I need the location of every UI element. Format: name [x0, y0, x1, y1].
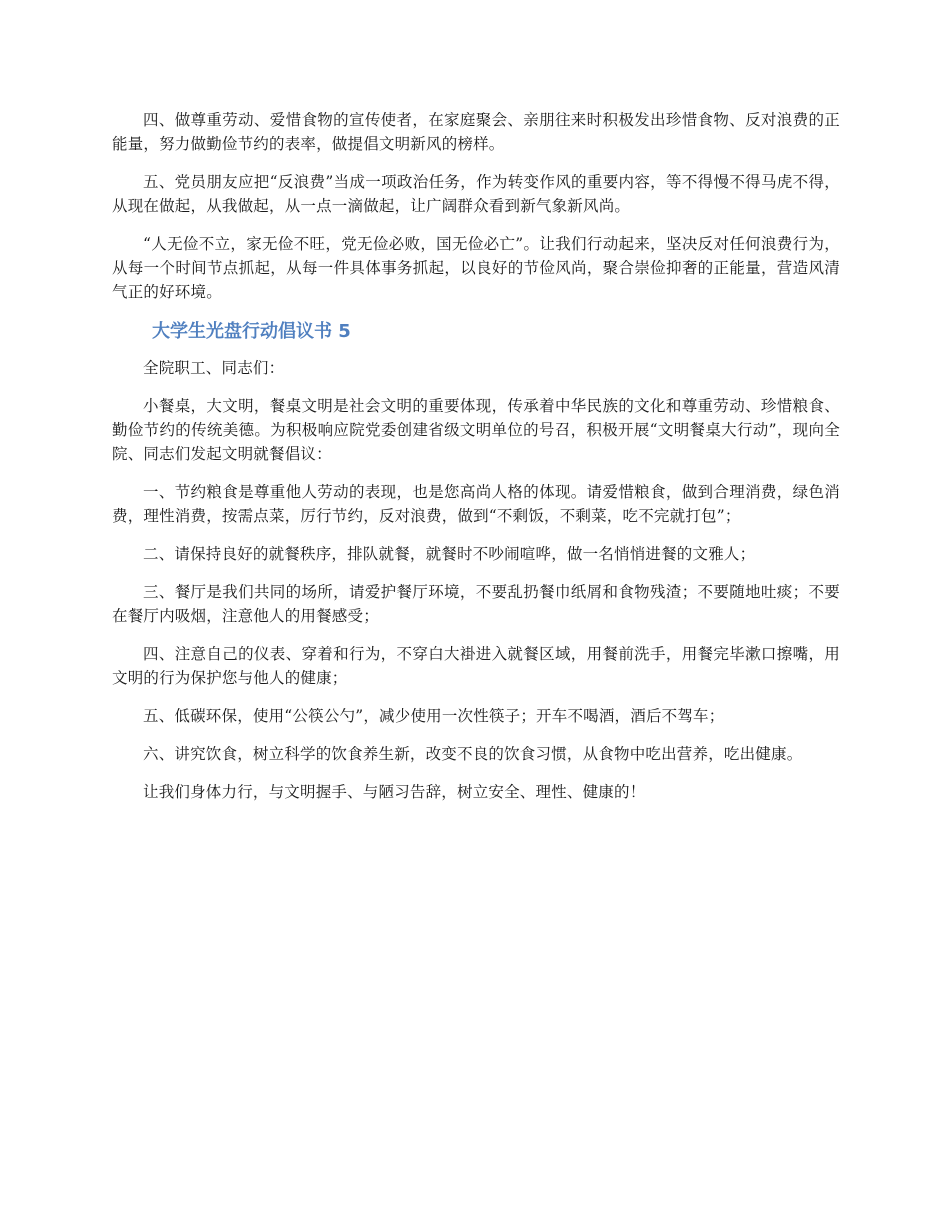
paragraph: 五、低碳环保，使用“公筷公勺”，减少使用一次性筷子；开车不喝酒，酒后不驾车；: [143, 707, 725, 725]
closing-paragraph: 让我们身体力行，与文明握手、与陋习告辞，树立安全、理性、健康的！: [143, 783, 646, 801]
paragraph: 四、注意自己的仪表、穿着和行为，不穿白大褂进入就餐区域，用餐前洗手，用餐完毕漱口擦嘴，用文明的行为保护您与他人的健康；: [112, 645, 840, 687]
paragraph: 三、餐厅是我们共同的场所，请爱护餐厅环境，不要乱扔餐巾纸屑和食物残渣；不要随地吐痰；不要在餐厅内吸烟，注意他人的用餐感受；: [112, 583, 840, 625]
paragraph: 小餐桌，大文明，餐桌文明是社会文明的重要体现，传承着中华民族的文化和尊重劳动、珍惜粮食、勤俭节约的传统美德。为积极响应院党委创建省级文明单位的号召，积极开展“文明餐桌大行动”，现向全院、同志们发起文明就餐倡议：: [112, 397, 840, 463]
paragraph: 五、党员朋友应把“反浪费”当成一项政治任务，作为转变作风的重要内容，等不得慢不得马虎不得，从现在做起，从我做起，从一点一滴做起，让广阔群众看到新气象新风尚。: [112, 173, 840, 215]
document-page: [112, 108, 840, 818]
paragraph: 四、做尊重劳动、爱惜食物的宣传使者，在家庭聚会、亲朋往来时积极发出珍惜食物、反对浪费的正能量，努力做勤俭节约的表率，做提倡文明新风的榜样。: [112, 111, 840, 153]
paragraph: 一、节约粮食是尊重他人劳动的表现，也是您高尚人格的体现。请爱惜粮食，做到合理消费，绿色消费，理性消费，按需点菜，厉行节约，反对浪费，做到“不剩饭，不剩菜，吃不完就打包”；: [112, 483, 840, 525]
paragraph: 二、请保持良好的就餐秩序，排队就餐，就餐时不吵闹喧哗，做一名悄悄进餐的文雅人；: [143, 545, 756, 563]
section-heading: 大学生光盘行动倡议书 5: [152, 321, 351, 342]
paragraph: “人无俭不立，家无俭不旺，党无俭必败，国无俭必亡”。让我们行动起来，坚决反对任何浪费行为，从每一个时间节点抓起，从每一件具体事务抓起，以良好的节俭风尚，聚合崇俭抑奢的正能量，营造风清气正的好环境。: [112, 235, 840, 301]
paragraph: 六、讲究饮食，树立科学的饮食养生新，改变不良的饮食习惯，从食物中吃出营养，吃出健康。: [143, 745, 803, 763]
salutation: 全院职工、同志们：: [143, 359, 285, 377]
